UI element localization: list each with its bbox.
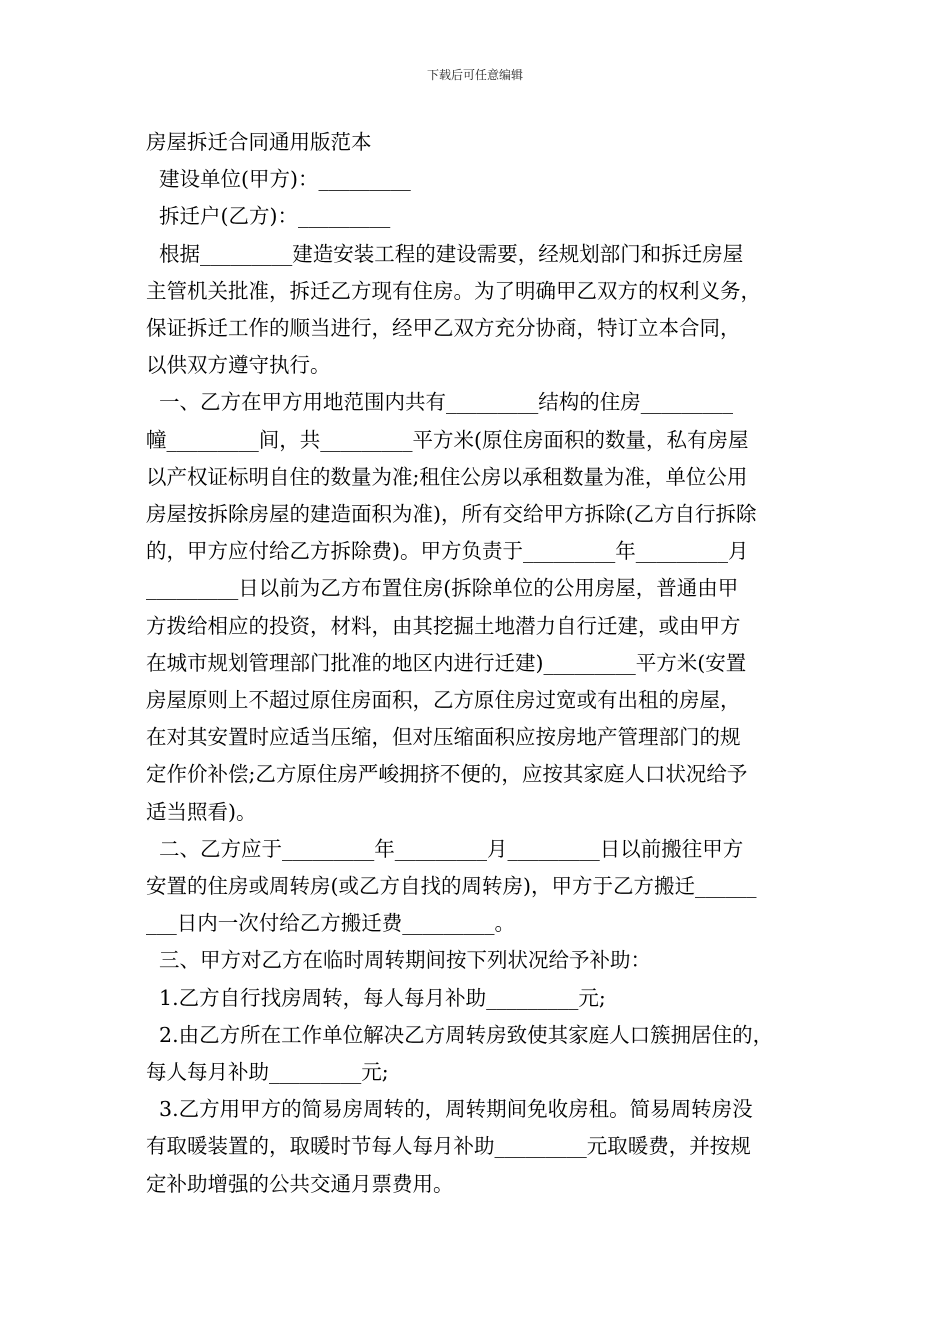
document-body [146, 124, 810, 1203]
document-line: 幢_________间，共_________平方米(原住房面积的数量，私有房屋 [146, 427, 749, 452]
document-line: 的，甲方应付给乙方拆除费)。甲方负责于_________年_________月 [146, 539, 749, 564]
document-line: 保证拆迁工作的顺当进行，经甲乙双方充分协商，特订立本合同， [146, 316, 741, 341]
document-line: 定补助增强的公共交通月票费用。 [146, 1171, 454, 1196]
document-line: 有取暖装置的，取暖时节每人每月补助_________元取暖费，并按规 [146, 1134, 751, 1159]
document-line: 1.乙方自行找房周转，每人每月补助_________元; [146, 985, 606, 1010]
document-line: 在对其安置时应适当压缩，但对压缩面积应按房地产管理部门的规 [146, 725, 741, 750]
document-line: 安置的住房或周转房(或乙方自找的周转房)，甲方于乙方搬迁______ [146, 874, 757, 899]
document-line: 以产权证标明自住的数量为准;租住公房以承租数量为准，单位公用 [146, 464, 748, 489]
document-line: 以供双方遵守执行。 [146, 353, 331, 378]
document-title: 房屋拆迁合同通用版范本 [146, 130, 372, 154]
document-line: 在城市规划管理部门批准的地区内进行迁建)_________平方米(安置 [146, 650, 747, 675]
document-line: _________日以前为乙方布置住房(拆除单位的公用房屋，普通由甲 [146, 576, 739, 601]
document-line: 3.乙方用甲方的简易房周转的，周转期间免收房租。简易周转房没 [146, 1097, 753, 1122]
document-line: 适当照看)。 [146, 799, 257, 824]
document-line: 方拨给相应的投资，材料，由其挖掘土地潜力自行迁建，或由甲方 [146, 613, 741, 638]
document-line: 建设单位(甲方)：_________ [146, 167, 411, 192]
document-line: 三、甲方对乙方在临时周转期间按下列状况给予补助： [146, 948, 652, 973]
document-line: 一、乙方在甲方用地范围内共有_________结构的住房_________ [146, 390, 734, 415]
document-line: 二、乙方应于_________年_________月_________日以前搬往甲方 [146, 836, 744, 861]
document-line: 定作价补偿;乙方原住房严峻拥挤不便的，应按其家庭人口状况给予 [146, 762, 748, 787]
document-lines [146, 161, 810, 1203]
document-line: 2.由乙方所在工作单位解决乙方周转房致使其家庭人口簇拥居住的， [146, 1022, 774, 1047]
document-line: 房屋按拆除房屋的建造面积为准)，所有交给甲方拆除(乙方自行拆除 [146, 502, 757, 527]
document-line: 根据_________建造安装工程的建设需要，经规划部门和拆迁房屋 [146, 241, 744, 266]
document-line: 主管机关批准，拆迁乙方现有住房。为了明确甲乙双方的权利义务， [146, 278, 761, 303]
page-header-note: 下载后可任意编辑 [426, 68, 523, 82]
document-line: 每人每月补助_________元; [146, 1060, 389, 1085]
document-line: 拆迁户(乙方)：_________ [146, 204, 391, 229]
document-line: 房屋原则上不超过原住房面积，乙方原住房过宽或有出租的房屋， [146, 688, 741, 713]
document-line: ___日内一次付给乙方搬迁费_________。 [146, 911, 515, 936]
